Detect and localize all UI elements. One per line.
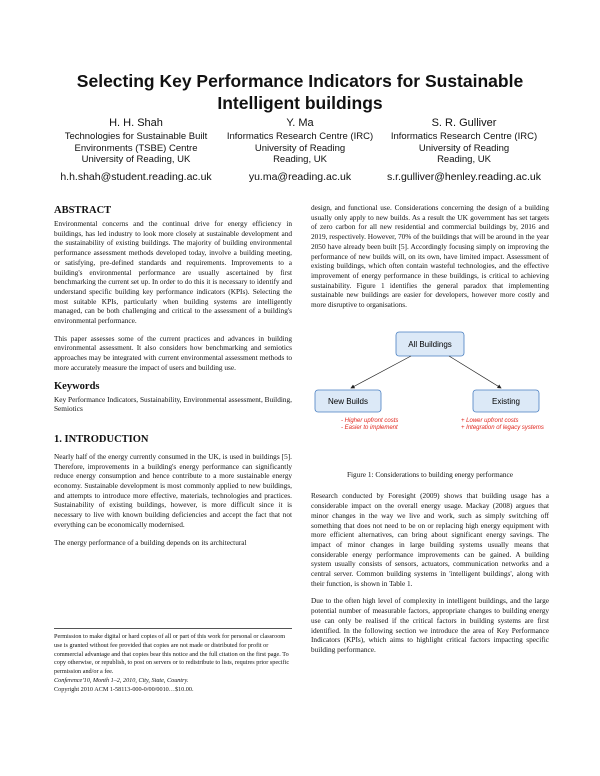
new-builds-note: - Higher upfront costs <box>341 417 399 424</box>
arrow-to-existing <box>449 356 501 388</box>
introduction-heading: 1. INTRODUCTION <box>54 433 149 445</box>
existing-note: + Lower upfront costs <box>461 417 519 424</box>
author-email[interactable]: s.r.gulliver@henley.reading.ac.uk <box>386 170 542 183</box>
author-shah <box>54 116 218 184</box>
right-column <box>311 203 549 663</box>
figure-caption: Figure 1: Considerations to building energy performance <box>346 469 514 479</box>
new-builds-label: New Builds <box>327 396 369 406</box>
author-affiliation: University of Reading <box>254 142 346 154</box>
author-affiliation: Environments (TSBE) Centre <box>74 142 198 154</box>
existing-label: Existing <box>491 396 521 406</box>
author-affiliation: Technologies for Sustainable Built <box>64 131 208 142</box>
copyright-line: Copyright 2010 ACM 1-58113-000-0/00/0010…$10.00. <box>54 685 194 693</box>
body-paragraph: design, and functional use. Considerations concerning the design of a building usually only apply to new builds. As a result the UK government has set targets of zero carbon for all new residential and commercial buildings by, 2016 and 2019, respectively. However, 70% of the buildings that will be around in the year 2050 have already been built [5]. Accordingly focusing simply on improving the performance of new builds will, on its own, have limited impact. Assessment of existing buildings, which often contain wasteful technologies, and the effective improvement of energy performance in these buildings, is critical to achieving sustainability. Figure 1 identifies the general paradox that implementing sustainable new buildings are easier for developers, however more costly and more disruptive to organisations. <box>311 203 549 310</box>
title-line-1: Selecting Key Performance Indicators for Sustainable <box>76 71 524 91</box>
abstract-paragraph: This paper assesses some of the current practices and advances in building environmental assessment. It also considers how benchmarking and semiotics approaches may be integrated with current environmental assessment methods to more accurately measure the impact of users and building use. <box>54 333 292 372</box>
new-builds-note: - Easier to implement <box>341 424 398 431</box>
introduction-paragraph: Nearly half of the energy currently consumed in the UK, is used in buildings [5]. Therefore, improvements in a building's energy performance can significantly reduce energy consumption and hence contribute to a more sustainable energy economy. Sustainable development is most commonly applied to new buildings, and attempts to introduce more effective, materials, technologies and practices. Sustainability of existing buildings, however, is more difficult since it is necessary to live with known building deficiencies and accept the fact that not everything can be economically modernised. <box>54 451 292 529</box>
paper-title <box>40 70 560 114</box>
author-name: S. R. Gulliver <box>431 117 497 129</box>
author-affiliation: Informatics Research Centre (IRC) <box>390 131 538 142</box>
existing-note: + Integration of legacy systems <box>461 424 544 431</box>
author-name: Y. Ma <box>286 117 314 129</box>
title-line-2: Intelligent buildings <box>217 93 383 113</box>
body-paragraph: Due to the often high level of complexity in intelligent buildings, and the large potential number of measurable factors, appropriate changes to building energy use can only be realised if the critical factors in building systems are first identified. In the following section we introduce the area of Key Performance Indicators (KPIs), which aims to highlight critical factors impacting specific building performance. <box>311 596 549 654</box>
body-paragraph: Research conducted by Foresight (2009) shows that building usage has a considerable impact on the overall energy usage. Mackay (2008) argues that minor changes in the way we live and work, such as simply switching off something that does not need to be on or replacing high energy equipment with more efficient alternatives, can bring about significant energy savings. The impact of minor changes in large building systems usually means that considerable energy performance improvements can be gained. A building system usually consists of sensors, actuators, communication networks and a central server. Common building systems in 'intelligent buildings', along with their function, is shown in Table 1. <box>311 491 549 588</box>
author-affiliation: Reading, UK <box>273 154 327 165</box>
left-column <box>54 205 292 555</box>
author-email[interactable]: h.h.shah@student.reading.ac.uk <box>60 170 212 183</box>
abstract-heading: ABSTRACT <box>54 205 112 216</box>
all-buildings-label: All Buildings <box>408 339 452 349</box>
author-gulliver <box>382 116 546 184</box>
keywords-text: Key Performance Indicators, Sustainability, Environmental assessment, Building, Semiotics <box>54 394 292 414</box>
figure-diagram <box>311 318 549 466</box>
keywords-heading: Keywords <box>54 380 100 392</box>
abstract-paragraph: Environmental concerns and the continual drive for energy efficiency in buildings, has led industry to look more closely at sustainable development and the sustainability of existing buildings. The majority of building environmental performance assessment methods developed today, involve a building meeting, or satisfying, pre-defined standards and requirements. Improvements to a building's environmental performance are usually ascertained by first benchmarking the current set up. In order to do this it is necessary to identify and understand specific building key performance indicators (KPIs). Selecting the most suitable KPIs, particularly when building systems are intelligently managed, can be both challenging and critical to the assessment of a building's environmental performance. <box>54 219 292 326</box>
author-affiliation: Informatics Research Centre (IRC) <box>226 131 374 142</box>
author-affiliation: University of Reading, UK <box>81 154 191 165</box>
arrow-to-new-builds <box>351 356 411 388</box>
introduction-paragraph: The energy performance of a building depends on its architectural <box>54 537 247 547</box>
author-affiliation: Reading, UK <box>437 154 491 165</box>
author-email[interactable]: yu.ma@reading.ac.uk <box>248 170 352 183</box>
permission-text: Permission to make digital or hard copies of all or part of this work for personal or classroom use is granted without fee provided that copies are not made or distributed for profit or commercial advantage and that copies bear this notice and the full citation on the first page. To copy otherwise, or republish, to post on servers or to redistribute to lists, requires prior specific permission and/or a fee. <box>54 633 290 676</box>
conference-line: Conference'10, Month 1–2, 2010, City, State, Country. <box>54 676 189 684</box>
author-name: H. H. Shah <box>109 117 163 129</box>
author-ma <box>218 116 382 184</box>
author-block <box>54 116 546 184</box>
author-affiliation: University of Reading <box>418 142 510 154</box>
copyright-notice <box>54 628 292 695</box>
figure-1 <box>311 318 549 466</box>
